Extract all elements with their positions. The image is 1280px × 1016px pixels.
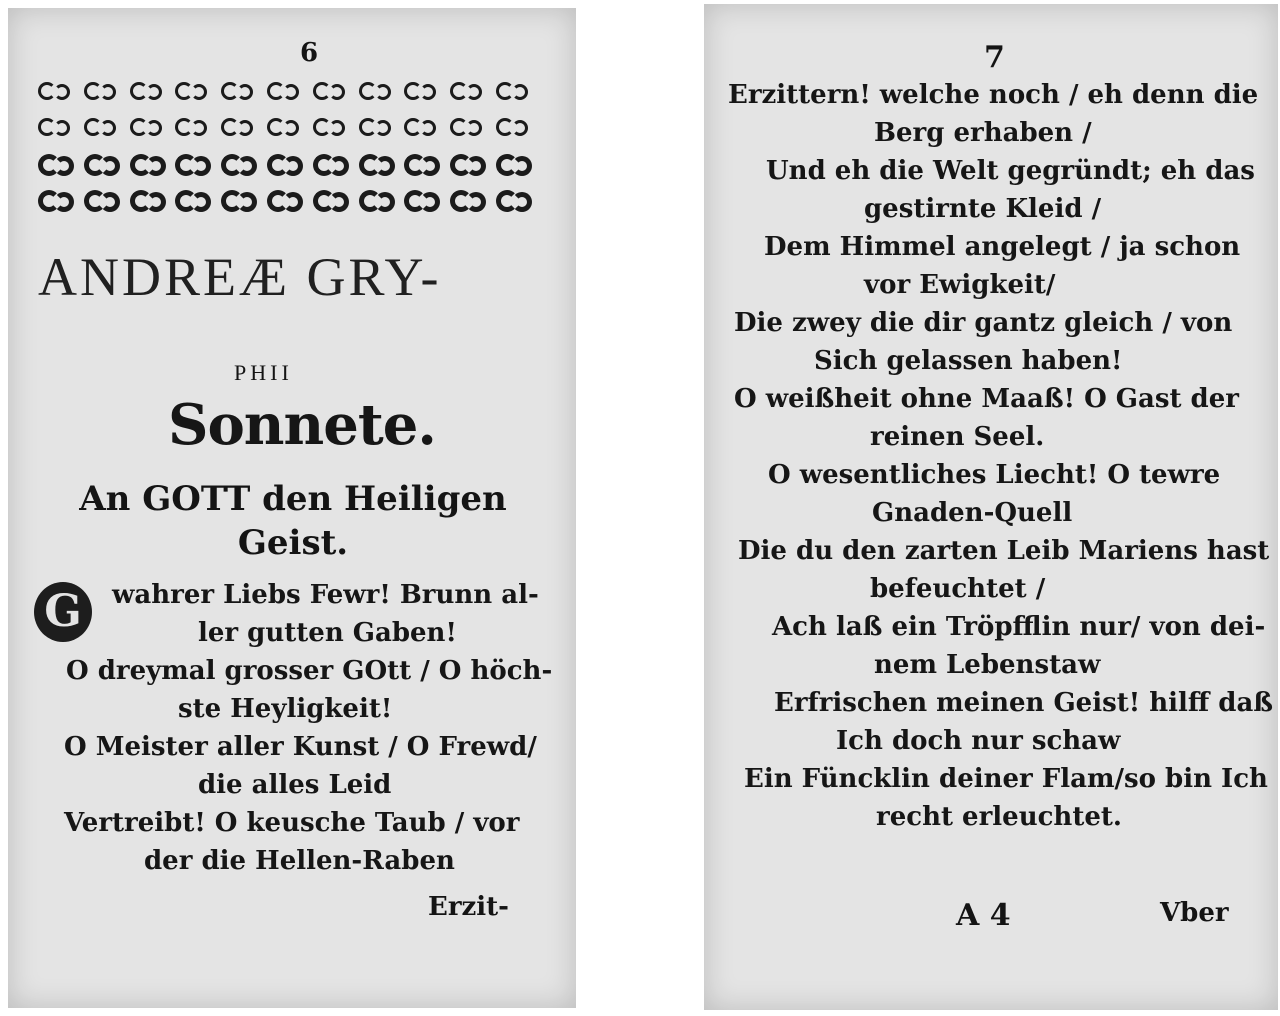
verse-line: Und eh die Welt gegründt; eh das — [766, 156, 1255, 186]
verse-line: der die Hellen-Raben — [144, 846, 455, 876]
signature-mark: A 4 — [956, 898, 1011, 933]
verse-line: O Meister aller Kunst / O Frewd/ — [64, 732, 537, 762]
verse-line: O weißheit ohne Maaß! O Gast der — [734, 384, 1239, 414]
poem-heading-continued: Geist. — [237, 523, 349, 563]
verse-line: Berg erhaben / — [874, 118, 1092, 148]
right-page — [704, 4, 1278, 1010]
verse-line: reinen Seel. — [870, 422, 1045, 452]
verse-line: Die du den zarten Leib Mariens hast — [738, 536, 1270, 566]
verse-line: Gnaden-Quell — [872, 498, 1073, 528]
verse-line: Dem Himmel angelegt / ja schon — [764, 232, 1241, 262]
verse-line: Ein Füncklin deiner Flam/so bin Ich — [744, 764, 1268, 794]
verse-line: Ich doch nur schaw — [836, 726, 1121, 756]
verse-line: Sich gelassen haben! — [814, 346, 1123, 376]
verse-line: ste Heyligkeit! — [178, 694, 393, 724]
catchword: Vber — [1160, 898, 1229, 928]
author-title: ANDREÆ GRY- — [38, 247, 442, 307]
ornament-band — [36, 74, 534, 228]
verse-line: vor Ewigkeit/ — [864, 270, 1056, 300]
verse-line: befeuchtet / — [870, 574, 1046, 604]
ornament-row — [36, 110, 534, 146]
verse-line: Ach laß ein Tröpfflin nur/ von dei- — [772, 612, 1266, 642]
page-number: 7 — [984, 40, 1005, 75]
catchword: Erzit- — [428, 892, 509, 922]
verse-line: Erfrischen meinen Geist! hilff daß — [774, 688, 1274, 718]
verse-line: die alles Leid — [198, 770, 392, 800]
poem-heading: An GOTT den Heiligen — [79, 479, 507, 519]
left-page — [8, 8, 576, 1008]
ornament-row — [36, 182, 534, 218]
verse-line: Erzittern! welche noch / eh denn die — [728, 80, 1259, 110]
verse-line: gestirnte Kleid / — [864, 194, 1102, 224]
verse-line: nem Lebenstaw — [874, 650, 1101, 680]
verse-line: wahrer Liebs Fewr! Brunn al- — [112, 580, 539, 610]
verse-line: recht erleuchtet. — [876, 802, 1122, 832]
ornament-row — [36, 146, 534, 182]
verse-line: O dreymal grosser GOtt / O höch- — [66, 656, 553, 686]
verse-line: Die zwey die dir gantz gleich / von — [734, 308, 1233, 338]
ornament-row — [36, 74, 534, 110]
verse-line: O wesentliches Liecht! O tewre — [768, 460, 1221, 490]
author-title-continued: PHII — [234, 360, 293, 385]
drop-cap: G — [34, 582, 92, 642]
work-title: Sonnete. — [168, 392, 436, 458]
verse-line: ler gutten Gaben! — [198, 618, 457, 648]
verse-line: Vertreibt! O keusche Taub / vor — [64, 808, 520, 838]
page-number: 6 — [300, 38, 319, 68]
